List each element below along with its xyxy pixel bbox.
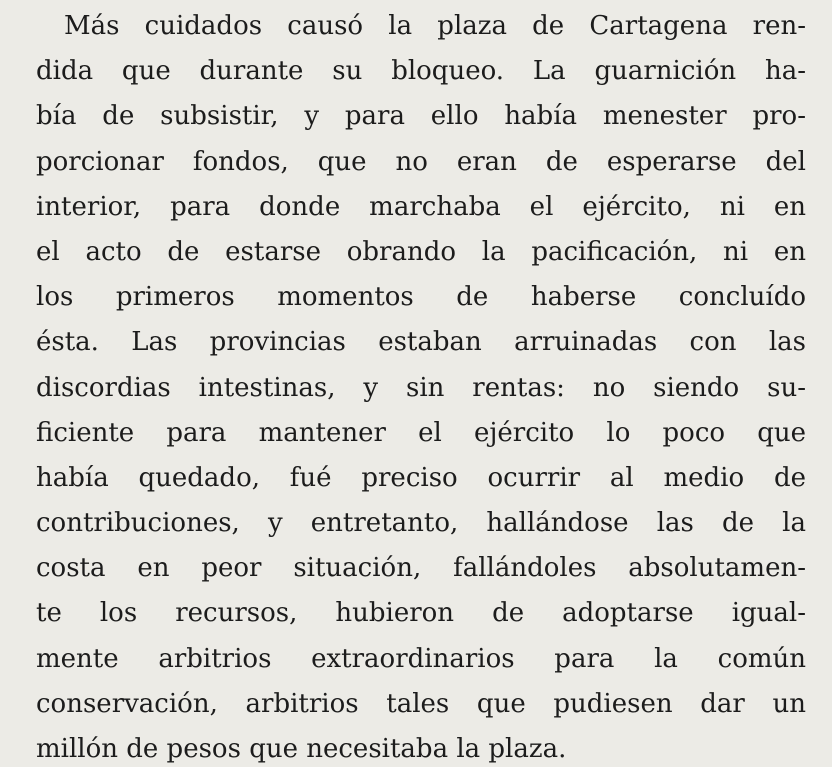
paragraph-line: bía de subsistir, y para ello había menester pro- [36, 101, 806, 132]
paragraph-line: ésta. Las provincias estaban arruinadas con las [36, 327, 806, 358]
paragraph-line: interior, para donde marchaba el ejército, ni en [36, 191, 806, 222]
paragraph-line: porcionar fondos, que no eran de esperarse del [36, 146, 806, 177]
paragraph-line: el acto de estarse obrando la pacificación, ni en [36, 236, 806, 267]
paragraph-line: te los recursos, hubieron de adoptarse igual- [36, 598, 806, 629]
paragraph-line: contribuciones, y entretanto, hallándose las de la [36, 508, 806, 539]
paragraph-line: millón de pesos que necesitaba la plaza. [36, 734, 567, 764]
paragraph-line: ficiente para mantener el ejército lo poco que [36, 417, 806, 448]
paragraph-line: mente arbitrios extraordinarios para la común [36, 643, 806, 674]
paragraph-line: Más cuidados causó la plaza de Cartagena ren- [64, 11, 806, 41]
paragraph-line: había quedado, fué preciso ocurrir al medio de [36, 462, 806, 493]
paragraph-line: los primeros momentos de haberse concluído [36, 282, 806, 313]
paragraph-line: conservación, arbitrios tales que pudiesen dar un [36, 688, 806, 719]
paragraph-line: costa en peor situación, fallándoles absolutamen- [36, 553, 806, 584]
paragraph [36, 4, 806, 767]
paragraph-line: discordias intestinas, y sin rentas: no siendo su- [36, 372, 806, 403]
paragraph-line: dida que durante su bloqueo. La guarnición ha- [36, 56, 806, 87]
